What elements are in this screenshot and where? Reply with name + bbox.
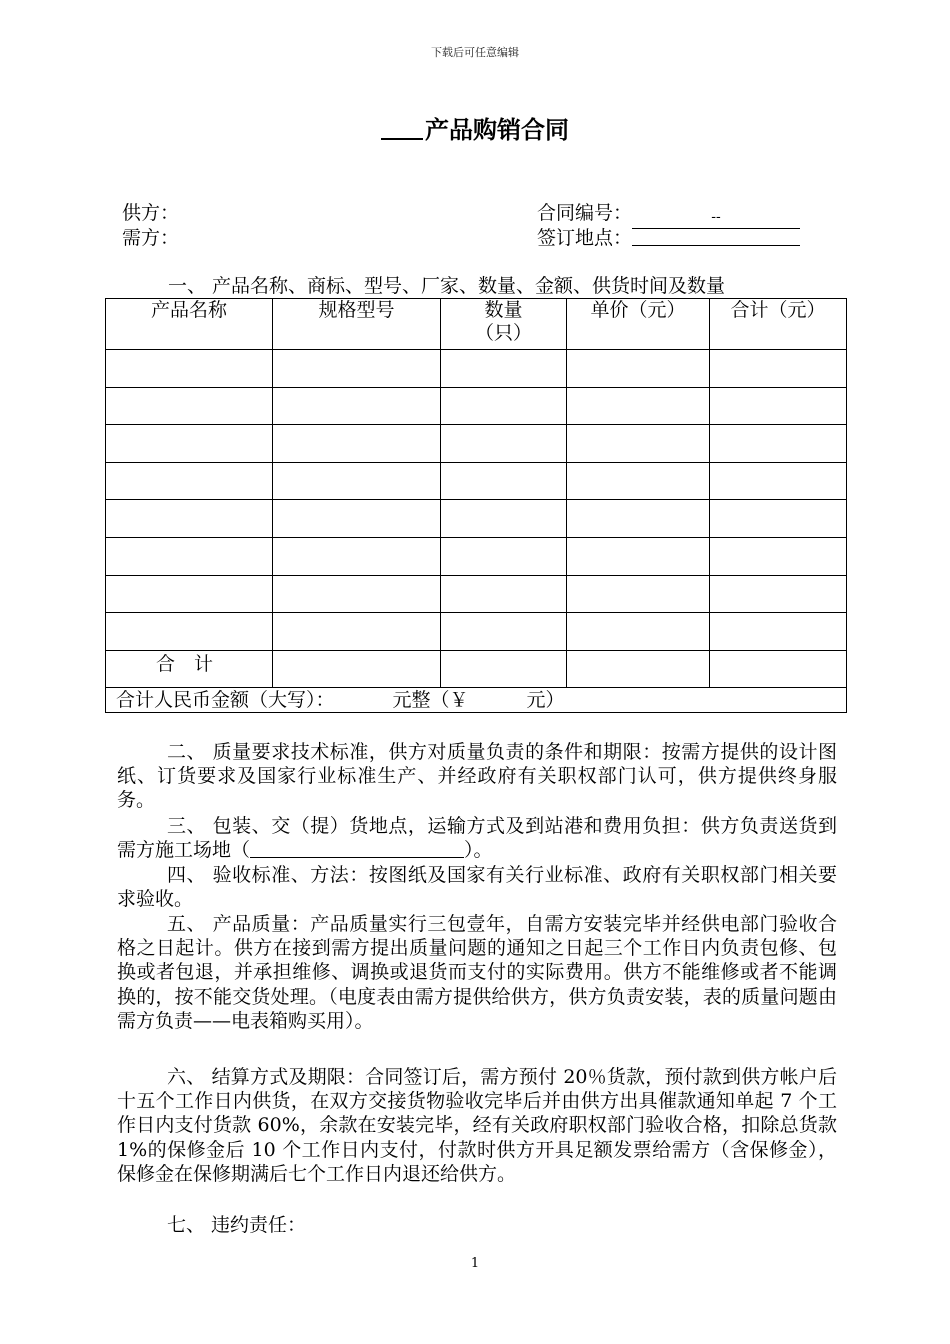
table-cell[interactable] [710, 650, 847, 687]
table-header-row [106, 299, 847, 350]
table-row [106, 500, 847, 538]
table-cell[interactable] [273, 537, 441, 575]
table-cell[interactable] [710, 500, 847, 538]
contract-title [0, 110, 950, 145]
section-3-close: ）。 [464, 839, 493, 862]
table-cell[interactable] [567, 500, 710, 538]
col-header-name: 产品名称 [150, 299, 227, 321]
sign-place-field[interactable] [632, 227, 800, 246]
table-cell[interactable] [106, 425, 273, 463]
table-cell[interactable] [567, 650, 710, 687]
table-cell[interactable] [273, 613, 441, 651]
table-cell[interactable] [273, 462, 441, 500]
table-cell[interactable] [106, 613, 273, 651]
table-cell[interactable] [106, 350, 273, 388]
site-blank-field[interactable] [250, 839, 464, 858]
section-3-text: 三、 包装、交（提）货地点，运输方式及到站港和费用负担：供方负责送货到需方施工场地（ [117, 815, 837, 862]
table-cell[interactable] [273, 650, 441, 687]
table-cell[interactable] [273, 387, 441, 425]
col-header-total: 合计（元） [730, 299, 826, 321]
table-cell[interactable] [567, 350, 710, 388]
table-total-row [106, 650, 847, 687]
table-cell[interactable] [710, 350, 847, 388]
contract-no-label: 合同编号： [537, 202, 633, 224]
rmb-close: 元） [526, 688, 565, 711]
table-row [106, 462, 847, 500]
col-header [441, 299, 567, 350]
table-cell[interactable] [106, 500, 273, 538]
section1-heading: 一、 产品名称、商标、型号、厂家、数量、金额、供货时间及数量 [168, 275, 726, 297]
table-cell[interactable] [567, 462, 710, 500]
col-header [567, 299, 710, 350]
header-note: 下载后可任意编辑 [431, 46, 519, 59]
table-cell[interactable] [567, 425, 710, 463]
table-row [106, 613, 847, 651]
title-blank [381, 116, 423, 140]
table-cell[interactable] [106, 387, 273, 425]
table-cell[interactable] [441, 613, 567, 651]
table-row [106, 387, 847, 425]
buyer-label: 需方： [122, 227, 180, 249]
table-cell[interactable] [567, 613, 710, 651]
table-cell[interactable] [106, 575, 273, 613]
col-header-unit-price: 单价（元） [590, 299, 686, 321]
table-cell[interactable] [106, 537, 273, 575]
section-7 [117, 1213, 837, 1237]
section-6-text: 六、 结算方式及期限：合同签订后，需方预付 20％货款，预付款到供方帐户后十五个工作日内供货，在双方交接货物验收完毕后并由供方出具催款通知单起 7 个工作日内支付货款 60%，余款在安装完毕，经有关政府职权部门验收合格，扣除总货款 1%的保修金后 10 个工作日内支付，付款时供方开具足额发票给需方（含保修金），保修金在保修期满后七个工作日内退还给供方。 [117, 1066, 837, 1185]
col-header-spec: 规格型号 [318, 299, 395, 321]
col-header [106, 299, 273, 350]
col-header [273, 299, 441, 350]
table-cell[interactable] [567, 575, 710, 613]
section-7-text: 七、 违约责任： [167, 1214, 307, 1236]
table-row [106, 537, 847, 575]
table-cell[interactable] [106, 462, 273, 500]
table-cell[interactable] [441, 500, 567, 538]
table-cell[interactable] [441, 575, 567, 613]
table-cell[interactable] [710, 613, 847, 651]
table-cell[interactable] [710, 462, 847, 500]
table-cell[interactable] [710, 387, 847, 425]
rmb-amount-label: 合计人民币金额（大写）： [116, 688, 335, 711]
sign-place-row [537, 226, 800, 250]
table-cell[interactable] [441, 537, 567, 575]
section-2-text: 二、 质量要求技术标准，供方对质量负责的条件和期限：按需方提供的设计图纸、订货要求及国家行业标准生产、并经政府有关职权部门认可，供方提供终身服务。 [117, 741, 837, 812]
col-header-qty: 数量 （只） [474, 299, 532, 344]
table-cell[interactable] [273, 425, 441, 463]
title-text: 产品购销合同 [425, 116, 569, 144]
table-cell[interactable] [441, 462, 567, 500]
table-cell[interactable] [441, 650, 567, 687]
section-4-text: 四、 验收标准、方法：按图纸及国家有关行业标准、政府有关职权部门相关要求验收。 [117, 864, 837, 911]
page-number: 1 [470, 1256, 480, 1271]
section-4 [117, 863, 837, 911]
table-cell[interactable] [567, 537, 710, 575]
table-cell[interactable] [710, 575, 847, 613]
section-3 [117, 814, 837, 862]
table-cell[interactable] [273, 575, 441, 613]
total-label: 合 计 [106, 650, 273, 687]
sign-place-label: 签订地点： [537, 227, 633, 249]
section-5-text: 五、 产品质量：产品质量实行三包壹年，自需方安装完毕并经供电部门验收合格之日起计。供方在接到需方提出质量问题的通知之日起三个工作日内负责包修、包换或者包退，并承担维修、调换或退货而支付的实际费用。供方不能维修或者不能调换的，按不能交货处理。（电度表由需方提供给供方，供方负责安装，表的质量问题由需方负责——电表箱购买用）。 [117, 913, 837, 1032]
section-2 [117, 740, 837, 813]
goods-table [105, 298, 847, 713]
table-cell[interactable] [441, 387, 567, 425]
section-5 [117, 912, 837, 1033]
contract-no-row [537, 201, 800, 229]
table-row [106, 350, 847, 388]
table-cell[interactable] [273, 350, 441, 388]
supplier-label: 供方： [122, 202, 180, 224]
table-row [106, 425, 847, 463]
rmb-amount-cell[interactable] [106, 687, 847, 712]
table-cell[interactable] [273, 500, 441, 538]
table-cell[interactable] [567, 387, 710, 425]
section-6 [117, 1065, 837, 1186]
rmb-yuan-label: 元整（￥ [392, 688, 469, 711]
contract-no-field[interactable]: -- [632, 210, 800, 229]
table-cell[interactable] [710, 425, 847, 463]
table-cell[interactable] [441, 350, 567, 388]
table-cell[interactable] [710, 537, 847, 575]
table-row [106, 575, 847, 613]
rmb-amount-row [106, 687, 847, 712]
col-header [710, 299, 847, 350]
table-cell[interactable] [441, 425, 567, 463]
